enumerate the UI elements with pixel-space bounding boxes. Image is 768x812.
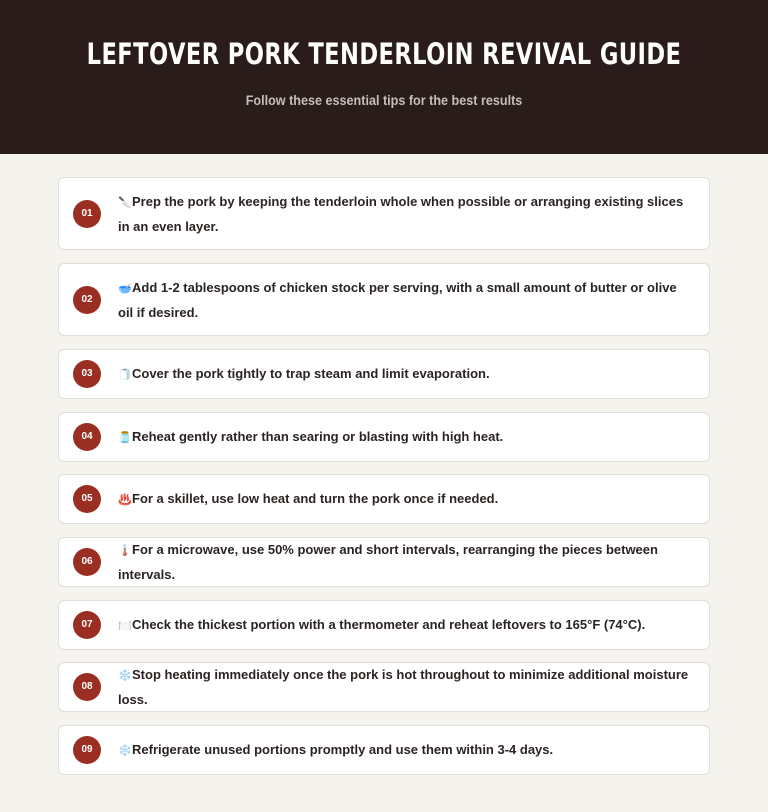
step-description: Stop heating immediately once the pork is hot throughout to minimize additional moisture loss. [118,667,689,707]
step-text [118,738,553,763]
snowflake-icon: ❄️ [118,670,132,682]
jar-icon: 🫙 [118,431,132,444]
step-description: For a microwave, use 50% power and short intervals, rearranging the pieces between intervals. [118,542,658,582]
step-description: Add 1-2 tablespoons of chicken stock per serving, with a small amount of butter or olive oil if desired. [118,279,677,320]
stock-bowl-icon: 🥣 [118,282,132,295]
foil-icon: 🧻 [118,368,132,381]
step-number-badge: 04 [73,423,101,451]
hot-springs-icon: ♨️ [118,493,132,506]
step-card-06 [58,537,710,587]
step-number-badge: 01 [73,200,101,228]
knife-icon: 🔪 [118,196,132,209]
step-number-badge: 09 [73,736,101,764]
step-text [118,276,695,324]
step-card-03 [58,349,710,399]
step-text [118,487,498,512]
step-number-badge: 05 [73,485,101,513]
page-title: LEFTOVER PORK TENDERLOIN REVIVAL GUIDE [86,37,682,71]
step-number-badge: 06 [73,548,101,576]
step-card-01 [58,177,710,250]
snowflake-icon: ❄️ [118,744,132,757]
step-text [118,190,695,238]
plate-icon: 🍽️ [118,619,132,632]
step-card-07 [58,600,710,650]
step-card-09 [58,725,710,775]
step-number-badge: 08 [73,673,101,701]
step-card-08 [58,662,710,712]
step-text [118,425,503,450]
step-description: Reheat gently rather than searing or blasting with high heat. [132,428,504,444]
step-number-badge: 07 [73,611,101,639]
step-description: Cover the pork tightly to trap steam and limit evaporation. [132,365,490,381]
step-number-badge: 02 [73,286,101,314]
page-subtitle: Follow these essential tips for the best results [245,92,523,108]
thermometer-icon: 🌡️ [118,545,132,557]
step-description: Refrigerate unused portions promptly and use them within 3-4 days. [132,741,554,757]
step-text [118,538,695,586]
step-description: For a skillet, use low heat and turn the pork once if needed. [132,490,499,506]
step-card-05 [58,474,710,524]
step-description: Prep the pork by keeping the tenderloin whole when possible or arranging existing slices in an even layer. [118,193,684,234]
step-card-04 [58,412,710,462]
step-text [118,613,645,638]
step-number-badge: 03 [73,360,101,388]
step-card-02 [58,263,710,336]
step-text [118,663,695,711]
header-banner [0,0,768,154]
step-description: Check the thickest portion with a thermometer and reheat leftovers to 165°F (74°C). [132,616,646,632]
step-text [118,362,490,387]
